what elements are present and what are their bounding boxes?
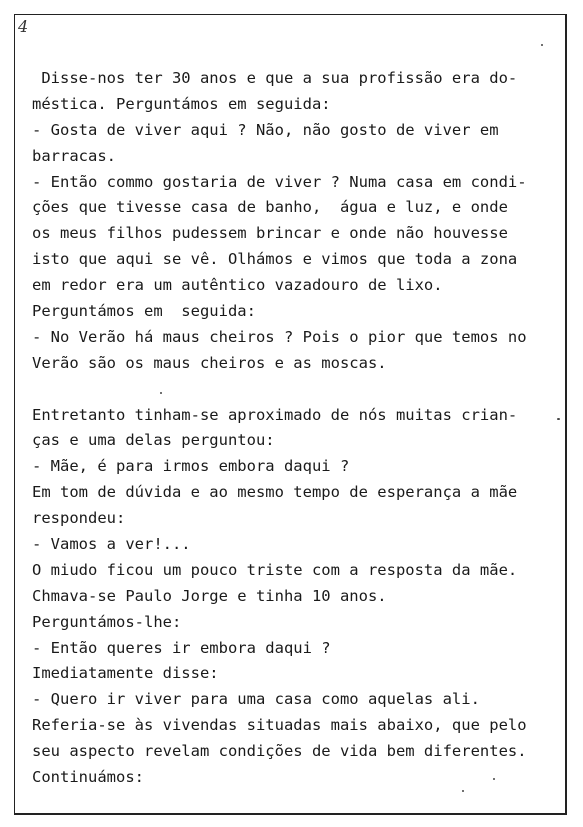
- text-line: Continuámos:: [32, 768, 144, 787]
- text-line: Chmava-se Paulo Jorge e tinha 10 anos.: [32, 586, 387, 605]
- text-line: em redor era um autêntico vazadouro de lixo.: [32, 276, 443, 295]
- text-line: os meus filhos pudessem brincar e onde não houvesse: [32, 224, 508, 243]
- text-line: ções que tivesse casa de banho, água e luz, e onde: [32, 198, 508, 217]
- text-line: - No Verão há maus cheiros ? Pois o pior que temos no: [32, 327, 527, 346]
- text-line: Imediatamente disse:: [32, 664, 219, 683]
- scan-speck: [493, 778, 495, 780]
- text-line: - Então queres ir embora daqui ?: [32, 638, 331, 657]
- text-line: - Vamos a ver!...: [32, 535, 191, 554]
- text-line: Em tom de dúvida e ao mesmo tempo de esperança a mãe: [32, 483, 518, 502]
- text-line: Verão são os maus cheiros e as moscas.: [32, 353, 387, 372]
- text-line: méstica. Perguntámos em seguida:: [32, 94, 331, 113]
- text-line: - Então commo gostaria de viver ? Numa casa em condi-: [32, 172, 527, 191]
- text-line: Perguntámos em seguida:: [32, 302, 256, 321]
- text-line: Referia-se às vivendas situadas mais abaixo, que pelo: [32, 716, 527, 735]
- text-line: ças e uma delas perguntou:: [32, 431, 275, 450]
- scan-speck: [557, 418, 560, 420]
- text-line: respondeu:: [32, 509, 126, 528]
- scan-speck: [462, 790, 464, 792]
- text-line: isto que aqui se vê. Olhámos e vimos que toda a zona: [32, 250, 518, 269]
- document-body: [32, 66, 577, 791]
- text-line: barracas.: [32, 146, 116, 165]
- text-line: - Mãe, é para irmos embora daqui ?: [32, 457, 350, 476]
- page-number: 4: [18, 17, 29, 36]
- text-line: Perguntámos-lhe:: [32, 612, 182, 631]
- text-line: - Quero ir viver para uma casa como aquelas ali.: [32, 690, 480, 709]
- scan-speck: [541, 44, 543, 46]
- text-line: Entretanto tinham-se aproximado de nós muitas crian-: [32, 405, 518, 424]
- scan-speck: [160, 392, 162, 394]
- text-line: O miudo ficou um pouco triste com a resposta da mãe.: [32, 560, 518, 579]
- text-line: Disse-nos ter 30 anos e que a sua profissão era do-: [32, 69, 518, 87]
- text-line: - Gosta de viver aqui ? Não, não gosto de viver em: [32, 120, 499, 139]
- text-line: seu aspecto revelam condições de vida bem diferentes.: [32, 742, 527, 761]
- blank-line: [32, 377, 577, 403]
